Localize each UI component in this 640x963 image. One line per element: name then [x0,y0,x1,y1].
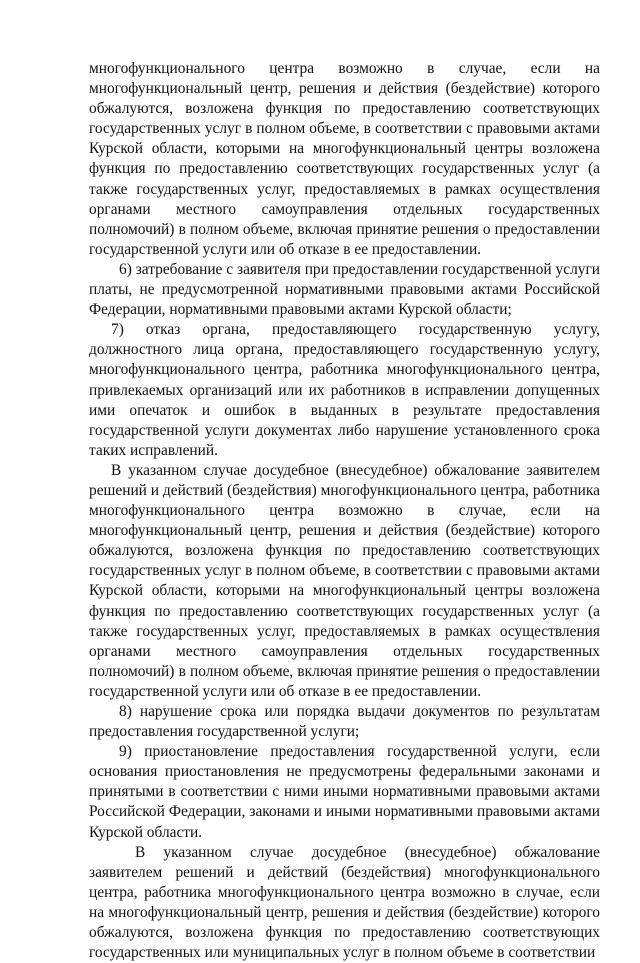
paragraph-mfc-appeal-2: В указанном случае досудебное (внесудебное) обжалование заявителем решений и действий (бездействия) многофункционального центра, работника многофункционального центра возможно в случае, если на многофункциональный центр, решения и действия (бездействие) которого обжалуются, возложена функция по предоставлению соответствующих государственных или муниципальных услуг в полном объеме в соответствии [89,843,600,962]
paragraph-item-6: 6) затребование с заявителя при предоставлении государственной услуги платы, не предусмотренной нормативными правовыми актами Российской Федерации, нормативными правовыми актами Курской области; [89,260,600,319]
paragraph-item-8: 8) нарушение срока или порядка выдачи документов по результатам предоставления государственной услуги; [89,703,600,741]
paragraph-mfc-appeal-1: В указанном случае досудебное (внесудебное) обжалование заявителем решений и действий (бездействия) многофункционального центра, работника многофункционального центра возможно в случае, если на многофункциональный центр, решения и действия (бездействие) которого обжалуются, возложена функция по предоставлению соответствующих государственных услуг в полном объеме, в соответствии с правовыми актами Курской области, которыми на многофункциональный центры возложена функция по предоставлению соответствующих государственных услуг (а также государственных услуг, предоставляемых в рамках осуществления органами местного самоуправления отдельных государственных полномочий) в полном объеме, включая принятие решения о предоставлении государственной услуги или об отказе в ее предоставлении. [89,461,600,700]
paragraph-continuation: многофункционального центра возможно в случае, если на многофункциональный центр, решения и действия (бездействие) которого обжалуются, возложена функция по предоставлению соответствующих государственных услуг в полном объеме, в соответствии с правовыми актами Курской области, которыми на многофункциональный центры возложена функция по предоставлению соответствующих государственных услуг (а также государственных услуг, предоставляемых в рамках осуществления органами местного самоуправления отдельных государственных полномочий) в полном объеме, включая принятие решения о предоставлении государственной услуги или об отказе в ее предоставлении. [89,60,600,258]
paragraph-item-9: 9) приостановление предоставления государственной услуги, если основания приостановления не предусмотрены федеральными законами и принятыми в соответствии с ними иными нормативными правовыми актами Российской Федерации, законами и иными нормативными правовыми актами Курской области. [89,743,600,841]
paragraph-item-7: 7) отказ органа, предоставляющего государственную услугу, должностного лица органа, предоставляющего государственную услугу, многофункционального центра, работника многофункционального центра, привлекаемых организаций или их работников в исправлении допущенных ими опечаток и ошибок в выданных в результате предоставления государственной услуги документах либо нарушение установленного срока таких исправлений. [89,321,600,459]
